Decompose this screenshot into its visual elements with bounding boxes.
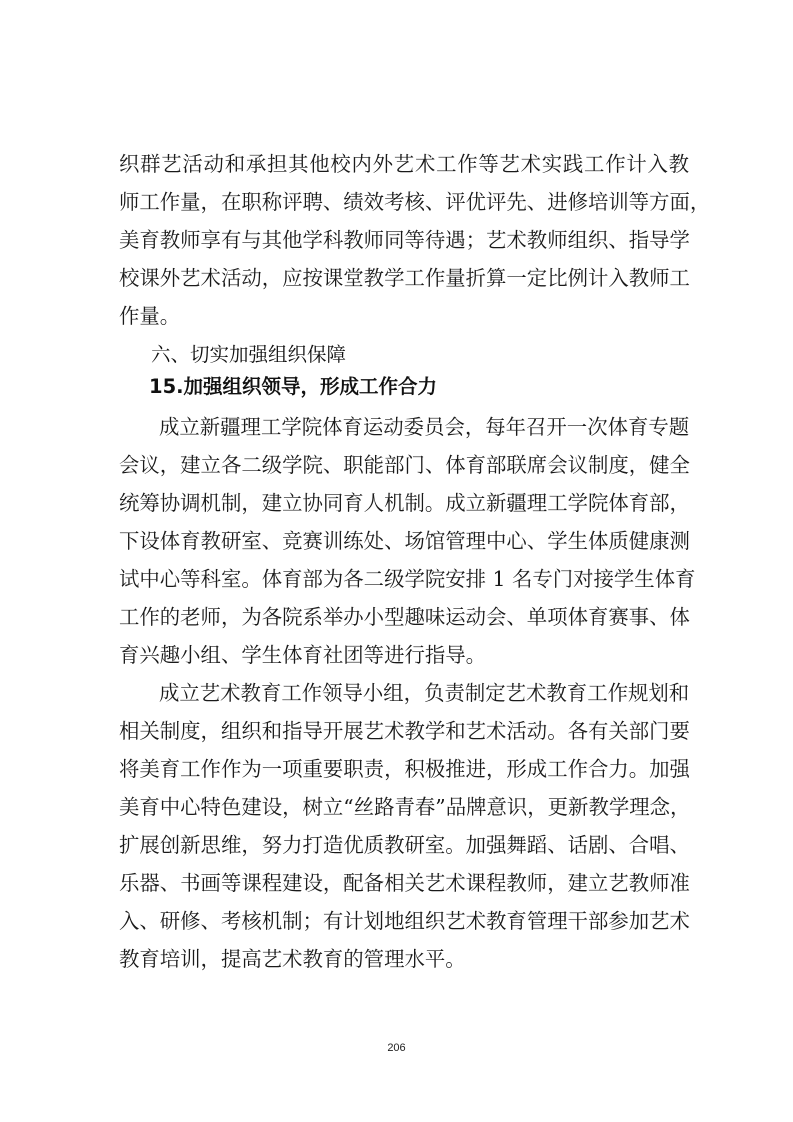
text-line: 成立新疆理工学院体育运动委员会，每年召开一次体育专题 — [159, 415, 690, 439]
text-line: 育兴趣小组、学生体育社团等进行指导。 — [119, 643, 487, 667]
text-line: 扩展创新思维，努力打造优质教研室。加强舞蹈、话剧、合唱、 — [119, 833, 690, 857]
text-line: 美育教师享有与其他学科教师同等待遇；艺术教师组织、指导学 — [119, 228, 690, 252]
text-line: 相关制度，组织和指导开展艺术教学和艺术活动。各有关部门要 — [119, 719, 690, 743]
text-line: 下设体育教研室、竞赛训练处、场馆管理中心、学生体质健康测 — [119, 529, 690, 553]
text-line: 师工作量，在职称评聘、绩效考核、评优评先、进修培训等方面， — [119, 190, 711, 214]
page-number: 206 — [387, 1042, 406, 1054]
section-heading: 六、切实加强组织保障 — [151, 343, 347, 366]
text-line: 成立艺术教育工作领导小组，负责制定艺术教育工作规划和 — [159, 681, 690, 705]
text-line: 工作的老师，为各院系举办小型趣味运动会、单项体育赛事、体 — [119, 605, 690, 629]
text-line: 教育培训，提高艺术教育的管理水平。 — [119, 947, 466, 971]
text-line: 会议，建立各二级学院、职能部门、体育部联席会议制度，健全 — [119, 453, 690, 477]
text-line: 美育中心特色建设，树立“丝路青春”品牌意识，更新教学理念， — [119, 795, 691, 819]
text-line: 将美育工作作为一项重要职责，积极推进，形成工作合力。加强 — [119, 757, 690, 781]
text-line: 入、研修、考核机制；有计划地组织艺术教育管理干部参加艺术 — [119, 909, 690, 933]
text-line: 织群艺活动和承担其他校内外艺术工作等艺术实践工作计入教 — [119, 152, 689, 176]
subsection-heading: 15.加强组织领导，形成工作合力 — [149, 375, 438, 398]
text-line: 校课外艺术活动，应按课堂教学工作量折算一定比例计入教师工 — [119, 266, 690, 290]
text-line: 试中心等科室。体育部为各二级学院安排 1 名专门对接学生体育 — [119, 567, 696, 591]
text-line: 统筹协调机制，建立协同育人机制。成立新疆理工学院体育部， — [119, 491, 690, 515]
text-line: 乐器、书画等课程建设，配备相关艺术课程教师，建立艺教师准 — [119, 871, 690, 895]
text-line: 作量。 — [119, 304, 181, 328]
